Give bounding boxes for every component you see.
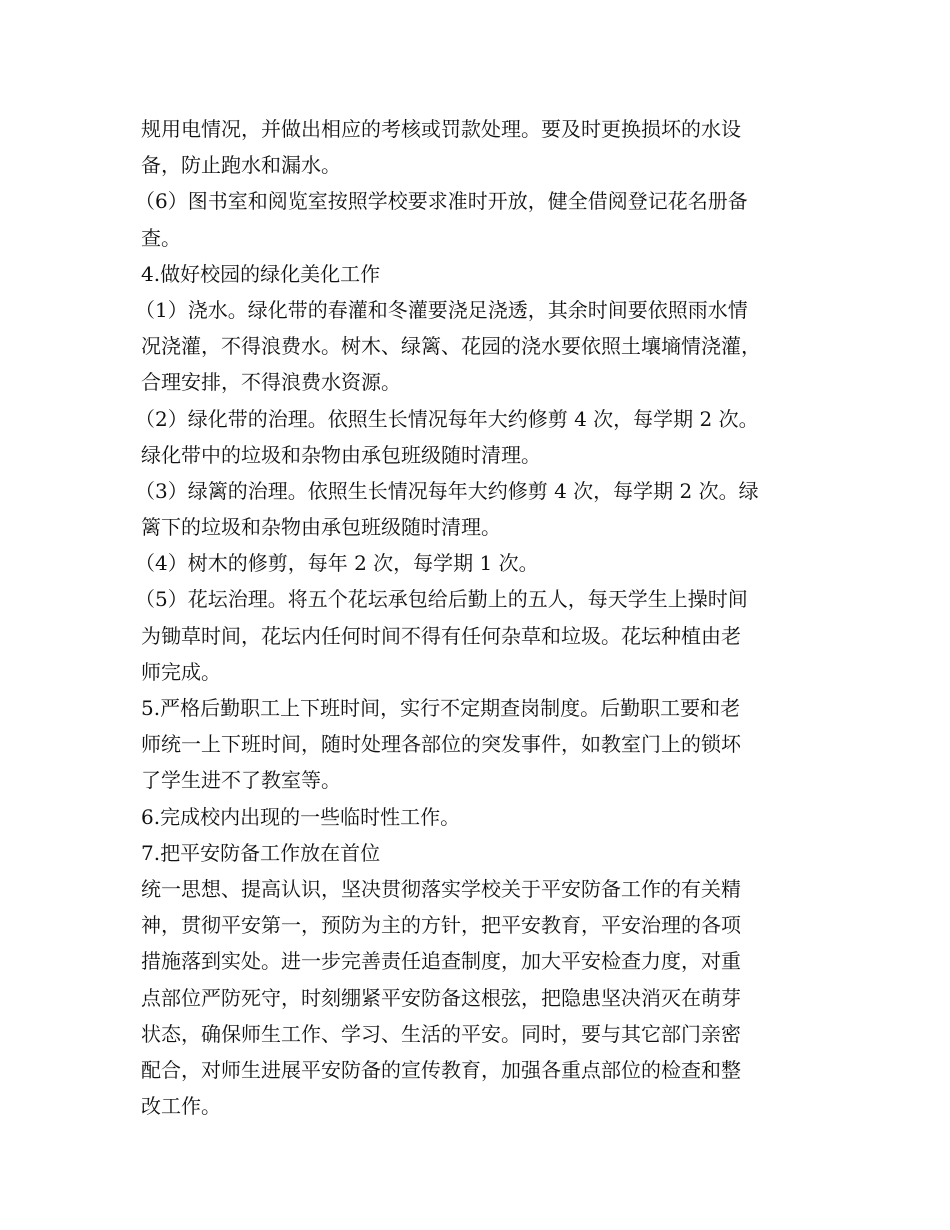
text-line: 师完成。: [141, 659, 221, 684]
text-line: 措施落到实处。进一步完善责任追查制度，加大平安检查力度，对重: [141, 949, 741, 974]
document-page: [135, 111, 821, 1124]
section-heading-6: 6.完成校内出现的一些临时性工作。: [141, 804, 461, 829]
text-line: 备，防止跑水和漏水。: [141, 153, 341, 178]
text-line: 点部位严防死守，时刻绷紧平安防备这根弦，把隐患坚决消灭在萌芽: [141, 985, 741, 1010]
section-heading-5: 5.严格后勤职工上下班时间，实行不定期查岗制度。后勤职工要和老: [141, 696, 741, 720]
section-heading-7: 7.把平安防备工作放在首位: [141, 840, 381, 865]
section-heading-4: 4.做好校园的绿化美化工作: [141, 261, 381, 286]
text-line: 了学生进不了教室等。: [141, 768, 341, 793]
text-line: 况浇灌，不得浪费水。树木、绿篱、花园的浇水要依照土壤墒情浇灌，: [141, 334, 761, 359]
text-line: 篱下的垃圾和杂物由承包班级随时清理。: [141, 515, 501, 540]
text-line: 状态，确保师生工作、学习、生活的平安。同时，要与其它部门亲密: [141, 1021, 741, 1046]
list-item-1-line: （1）浇水。绿化带的春灌和冬灌要浇足浇透，其余时间要依照雨水情: [135, 297, 748, 322]
text-line: 为锄草时间，花坛内任何时间不得有任何杂草和垃圾。花坛种植由老: [141, 623, 741, 648]
list-item-5-line: （5）花坛治理。将五个花坛承包给后勤上的五人，每天学生上操时间: [135, 587, 748, 612]
text-line: 师统一上下班时间，随时处理各部位的突发事件，如教室门上的锁坏: [141, 732, 741, 757]
list-item-4-line: （4）树木的修剪，每年 2 次，每学期 1 次。: [135, 551, 539, 576]
list-item-3-line: （3）绿篱的治理。依照生长情况每年大约修剪 4 次，每学期 2 次。绿: [135, 478, 759, 503]
text-line: 改工作。: [141, 1094, 221, 1119]
text-line: 合理安排，不得浪费水资源。: [141, 370, 401, 395]
text-line: 规用电情况，并做出相应的考核或罚款处理。要及时更换损坏的水设: [141, 117, 741, 141]
list-item-6-line: （6）图书室和阅览室按照学校要求准时开放，健全借阅登记花名册备: [135, 189, 748, 214]
text-line: 绿化带中的垃圾和杂物由承包班级随时清理。: [141, 442, 541, 467]
text-line: 统一思想、提高认识，坚决贯彻落实学校关于平安防备工作的有关精: [141, 876, 741, 901]
list-item-2-line: （2）绿化带的治理。依照生长情况每年大约修剪 4 次，每学期 2 次。: [135, 406, 759, 431]
text-line: 配合，对师生进展平安防备的宣传教育，加强各重点部位的检查和整: [141, 1057, 741, 1082]
text-line: 神，贯彻平安第一，预防为主的方针，把平安教育，平安治理的各项: [141, 913, 741, 938]
text-line: 查。: [141, 225, 181, 250]
